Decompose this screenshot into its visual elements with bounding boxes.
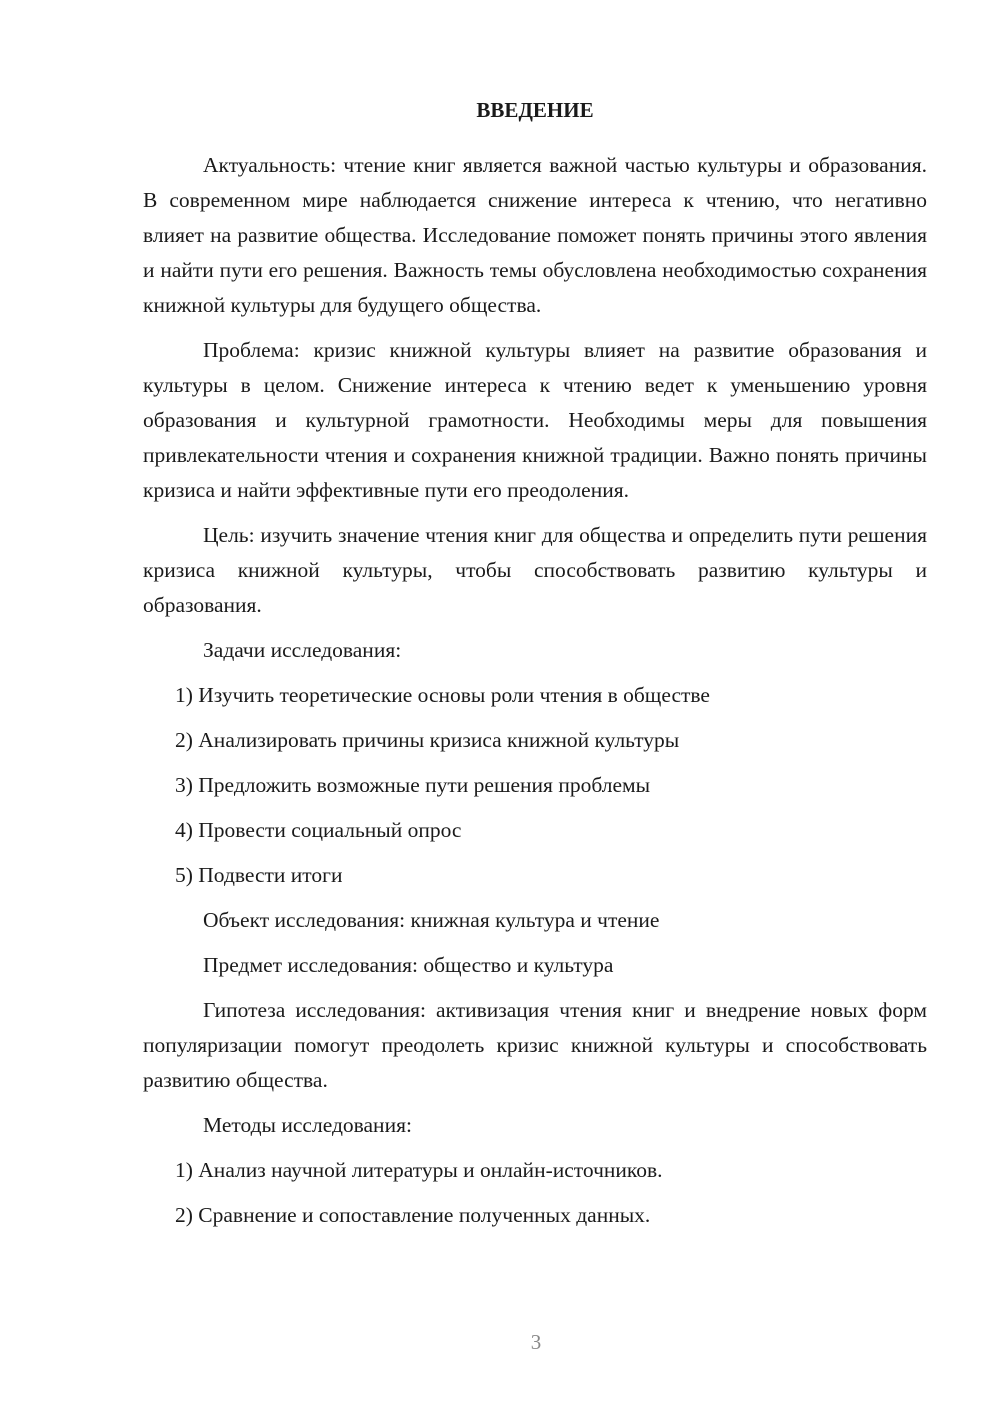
task-item: 1) Изучить теоретические основы роли чтения в обществе <box>175 683 710 707</box>
tasks-heading: Задачи исследования: <box>203 638 402 662</box>
subject-line: Предмет исследования: общество и культура <box>203 953 614 977</box>
task-item: 3) Предложить возможные пути решения проблемы <box>175 773 651 797</box>
hypothesis-paragraph: Гипотеза исследования: активизация чтения книг и внедрение новых форм популяризации помогут преодолеть кризис книжной культуры и способствовать развитию общества. <box>143 998 927 1092</box>
task-item: 2) Анализировать причины кризиса книжной культуры <box>175 728 680 752</box>
page-number: 3 <box>530 1330 542 1354</box>
problem-paragraph: Проблема: кризис книжной культуры влияет на развитие образования и культуры в целом. Снижение интереса к чтению ведет к уменьшению уровня образования и культурной грамотности. Необходимы меры для повышения привлекательности чтения и сохранения книжной традиции. Важно понять причины кризиса и найти эффективные пути его преодоления. <box>143 338 927 502</box>
method-item: 1) Анализ научной литературы и онлайн-источников. <box>175 1158 663 1182</box>
relevance-paragraph: Актуальность: чтение книг является важной частью культуры и образования. В современном мире наблюдается снижение интереса к чтению, что негативно влияет на развитие общества. Исследование поможет понять причины этого явления и найти пути его решения. Важность темы обусловлена необходимостью сохранения книжной культуры для будущего общества. <box>143 153 927 317</box>
object-line: Объект исследования: книжная культура и чтение <box>203 908 660 932</box>
document-title: ВВЕДЕНИЕ <box>476 98 594 122</box>
method-item: 2) Сравнение и сопоставление полученных данных. <box>175 1203 651 1227</box>
task-item: 5) Подвести итоги <box>175 863 343 887</box>
methods-heading: Методы исследования: <box>203 1113 412 1137</box>
document-page <box>143 92 927 1243</box>
task-item: 4) Провести социальный опрос <box>175 818 462 842</box>
goal-paragraph: Цель: изучить значение чтения книг для общества и определить пути решения кризиса книжной культуры, чтобы способствовать развитию культуры и образования. <box>143 523 927 617</box>
